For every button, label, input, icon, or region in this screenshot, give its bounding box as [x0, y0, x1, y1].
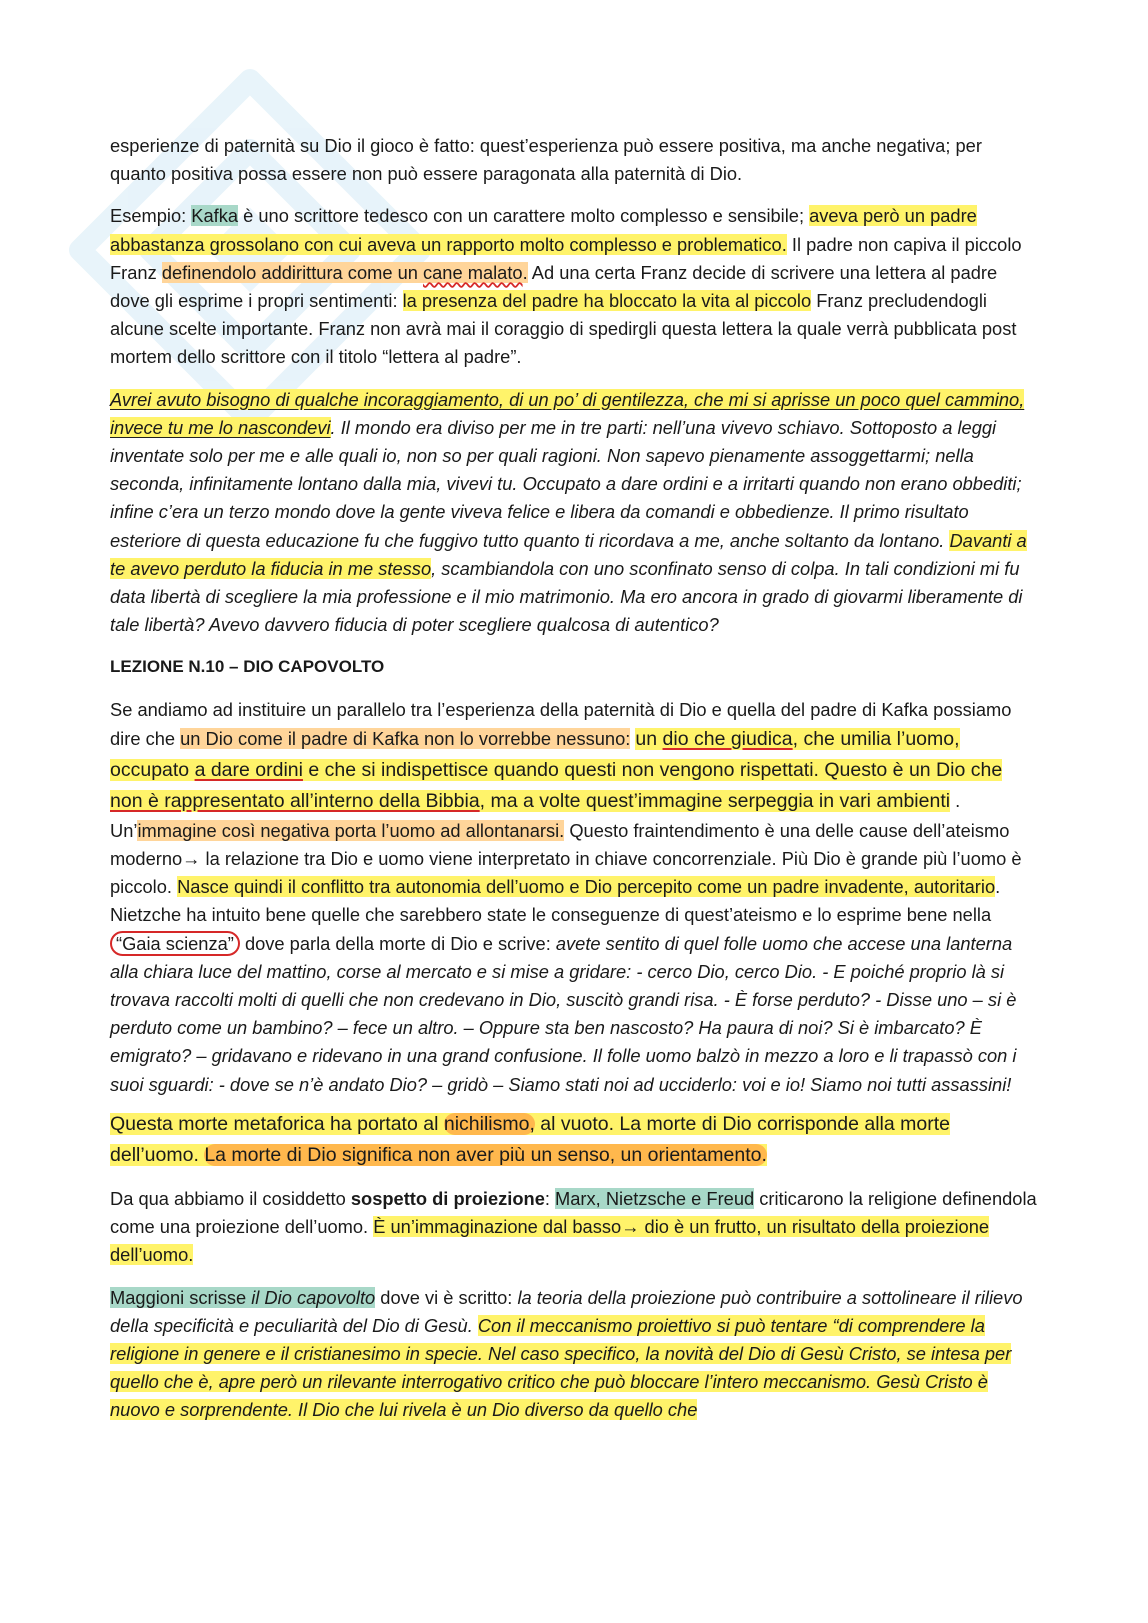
- paragraph-letter-quote: [110, 386, 1040, 640]
- text: Da qua abbiamo il cosiddetto: [110, 1187, 351, 1209]
- highlight-text: La morte di Dio significa non aver più un senso, un orientamento.: [204, 1143, 767, 1166]
- highlight-nichilismo: nichilismo,: [443, 1112, 535, 1135]
- highlight-text: [162, 262, 528, 283]
- highlight-kafka: Kafka: [191, 205, 239, 227]
- highlight-text: aveva però un padre abbastanza grossolano con cui aveva un rapporto molto complesso e problematico.: [110, 205, 977, 255]
- quote-text: avete sentito di quel folle uomo che accese una lanterna alla chiara luce del mattino, corse al mercato e si mise a gridare: - cerco Dio, cerco Dio. - E poiché proprio là si trovava raccolti molti di quelli che non credevano in Dio, suscitò grandi risa. - È forse perduto? - Disse uno – si è perduto come un bambino? – fece un altro. – Oppure sta ben nascosto? Ha paura di noi? Si è imbarcato? È emigrato? – gridavano e ridevano in una grand confusione. Il folle uomo balzò in mezzo a loro e li trapassò con i suoi sguardi: - dove se n’è andato Dio? – gridò – Siamo stati noi ad ucciderlo: voi e io! Siamo noi tutti assassini!: [110, 932, 1017, 1095]
- underlined-text: non è rappresentato all’interno della Bibbia: [110, 789, 480, 812]
- highlight-maggioni: [110, 1287, 375, 1308]
- paragraph-intro: [110, 132, 1040, 188]
- underlined-text: a dare ordini: [194, 758, 303, 781]
- section-heading: LEZIONE N.10 – DIO CAPOVOLTO: [110, 657, 385, 677]
- paragraph-kafka-example: [110, 202, 1040, 371]
- text: Un’: [110, 819, 138, 841]
- text: Questa morte metaforica ha portato al: [110, 1112, 444, 1135]
- highlight-text: Davanti a te avevo perduto la fiducia in me stesso: [110, 529, 1027, 579]
- text: un: [635, 727, 663, 750]
- text: Ad una certa Franz decide di scrivere una lettera al padre dove gli esprime i propri sentimenti:: [110, 261, 998, 312]
- highlight-text: la presenza del padre ha bloccato la vita al piccolo: [402, 290, 812, 312]
- text: è uno scrittore tedesco con un carattere molto complesso e sensibile;: [238, 205, 810, 227]
- text: al vuoto. La morte di Dio corrisponde alla morte dell’uomo.: [110, 1112, 950, 1166]
- text: dove parla della morte di Dio e scrive:: [239, 932, 556, 954]
- text: Maggioni scrisse: [110, 1286, 252, 1308]
- highlight-text: immagine così negativa porta l’uomo ad allontanarsi.: [137, 819, 565, 841]
- text: .: [950, 789, 961, 811]
- text: È un’immaginazione dal basso: [373, 1216, 622, 1238]
- underlined-text: dio che giudica: [662, 727, 793, 750]
- text: , che umilia l’uomo, occupato: [110, 727, 960, 781]
- text: Esempio:: [110, 205, 192, 227]
- quote-text: la teoria della proiezione può contribuire a sottolineare il rilievo della specificità e peculiarità del Dio di Gesù.: [110, 1286, 1023, 1336]
- document-page: [110, 132, 1040, 1439]
- text: , ma a volte quest’immagine serpeggia in vari ambienti: [479, 789, 951, 812]
- text: Questo fraintendimento è una delle cause dell’ateismo moderno: [110, 819, 1010, 870]
- bold-text: sospetto di proiezione: [350, 1187, 545, 1209]
- paragraph-nichilismo: [110, 1109, 1040, 1171]
- text: dove vi è scritto:: [375, 1286, 518, 1308]
- text: Franz precludendogli alcune scelte importante. Franz non avrà mai il coraggio di spedirgli questa lettera la quale verrà pubblicata post mortem dello scrittore con il titolo “lettera al padre”.: [110, 290, 1017, 368]
- arrow-icon: →: [621, 1216, 640, 1238]
- text: Il padre non capiva il piccolo Franz: [110, 233, 1022, 283]
- highlight-text: un Dio come il padre di Kafka non lo vorrebbe nessuno:: [180, 727, 631, 749]
- arrow-icon: →: [182, 848, 201, 870]
- text: e che si indispettisce quando questi non vengono rispettati. Questo è un Dio che: [302, 758, 1003, 781]
- text: .: [522, 261, 528, 283]
- highlight-quote: Con il meccanismo proiettivo si può tentare “di comprendere la religione in genere e il cristianesimo in specie. Nel caso specifico, la novità del Dio di Gesù Cristo, se intesa per quello che è, apre però un rilevante interrogativo critico che può bloccare l’intero meccanismo. Gesù Cristo è nuovo e sorprendente. Il Dio che lui rivela è un Dio diverso da quello che: [110, 1314, 1012, 1421]
- circled-text: “Gaia scienza”: [110, 931, 240, 956]
- text: criticarono la religione definendola come una proiezione dell’uomo.: [110, 1187, 1037, 1238]
- text: la relazione tra Dio e uomo viene interpretato in chiave concorrenziale. Più Dio è grande più l’uomo è piccolo.: [110, 848, 1022, 898]
- text: definendolo addirittura come un: [161, 261, 423, 283]
- text: . Nietzche ha intuito bene quelle che sarebbero state le conseguenze di quest’ateismo e lo esprime bene nella: [110, 876, 1001, 926]
- text: esperienze di paternità su Dio il gioco è fatto: quest’esperienza può essere positiva, ma anche negativa; per quanto positiva possa essere non può essere paragonata alla paternità di Dio.: [110, 135, 982, 185]
- paragraph-dio-capovolto: [110, 696, 1040, 1099]
- text: Se andiamo ad instituire un parallelo tra l’esperienza della paternità di Dio e quella del padre di Kafka possiamo dire che: [110, 698, 1012, 749]
- highlight-text: Nasce quindi il conflitto tra autonomia dell’uomo e Dio percepito come un padre invadente, autoritario: [177, 876, 996, 898]
- book-title: il Dio capovolto: [251, 1286, 376, 1308]
- highlight-quote: Avrei avuto bisogno di qualche incoraggiamento, di un po’ di gentilezza, che mi si aprisse un poco quel cammino, invece tu me lo nascondevi: [110, 388, 1025, 438]
- text: :: [544, 1187, 556, 1209]
- highlight-names: Marx, Nietzsche e Freud: [555, 1187, 755, 1209]
- text: , scambiandola con uno sconfinato senso di colpa. In tali condizioni mi fu data libertà di scegliere la mia professione e il mio matrimonio. Ma ero ancora in grado di giovarmi liberamente di tale libertà? Avevo davvero fiducia di poter scegliere qualcosa di autentico?: [110, 557, 1023, 636]
- paragraph-proiezione: [110, 1185, 1040, 1270]
- text: . Il mondo era diviso per me in tre parti: nell’una vivevo schiavo. Sottoposto a leggi inventate solo per me e alle quali io, non so per quali ragioni. Non sapevo pienamente assoggettarmi; nella seconda, infinitamente lontano dalla mia, vivevi tu. Occupato a dare ordini e a irritarti quando non erano obbediti; infine c’era un terzo mondo dove la gente viveva felice e libera da comandi e obbedienze. Il primo risultato esteriore di questa educazione fu che fuggivo tutto quanto ti ricordava a me, anche soltanto da lontano.: [110, 416, 1022, 551]
- wavy-underline-text: cane malato: [423, 261, 523, 283]
- highlight-block: [110, 1113, 950, 1166]
- paragraph-maggioni: [110, 1284, 1040, 1425]
- text: dio è un frutto, un risultato della proiezione dell’uomo.: [110, 1216, 990, 1266]
